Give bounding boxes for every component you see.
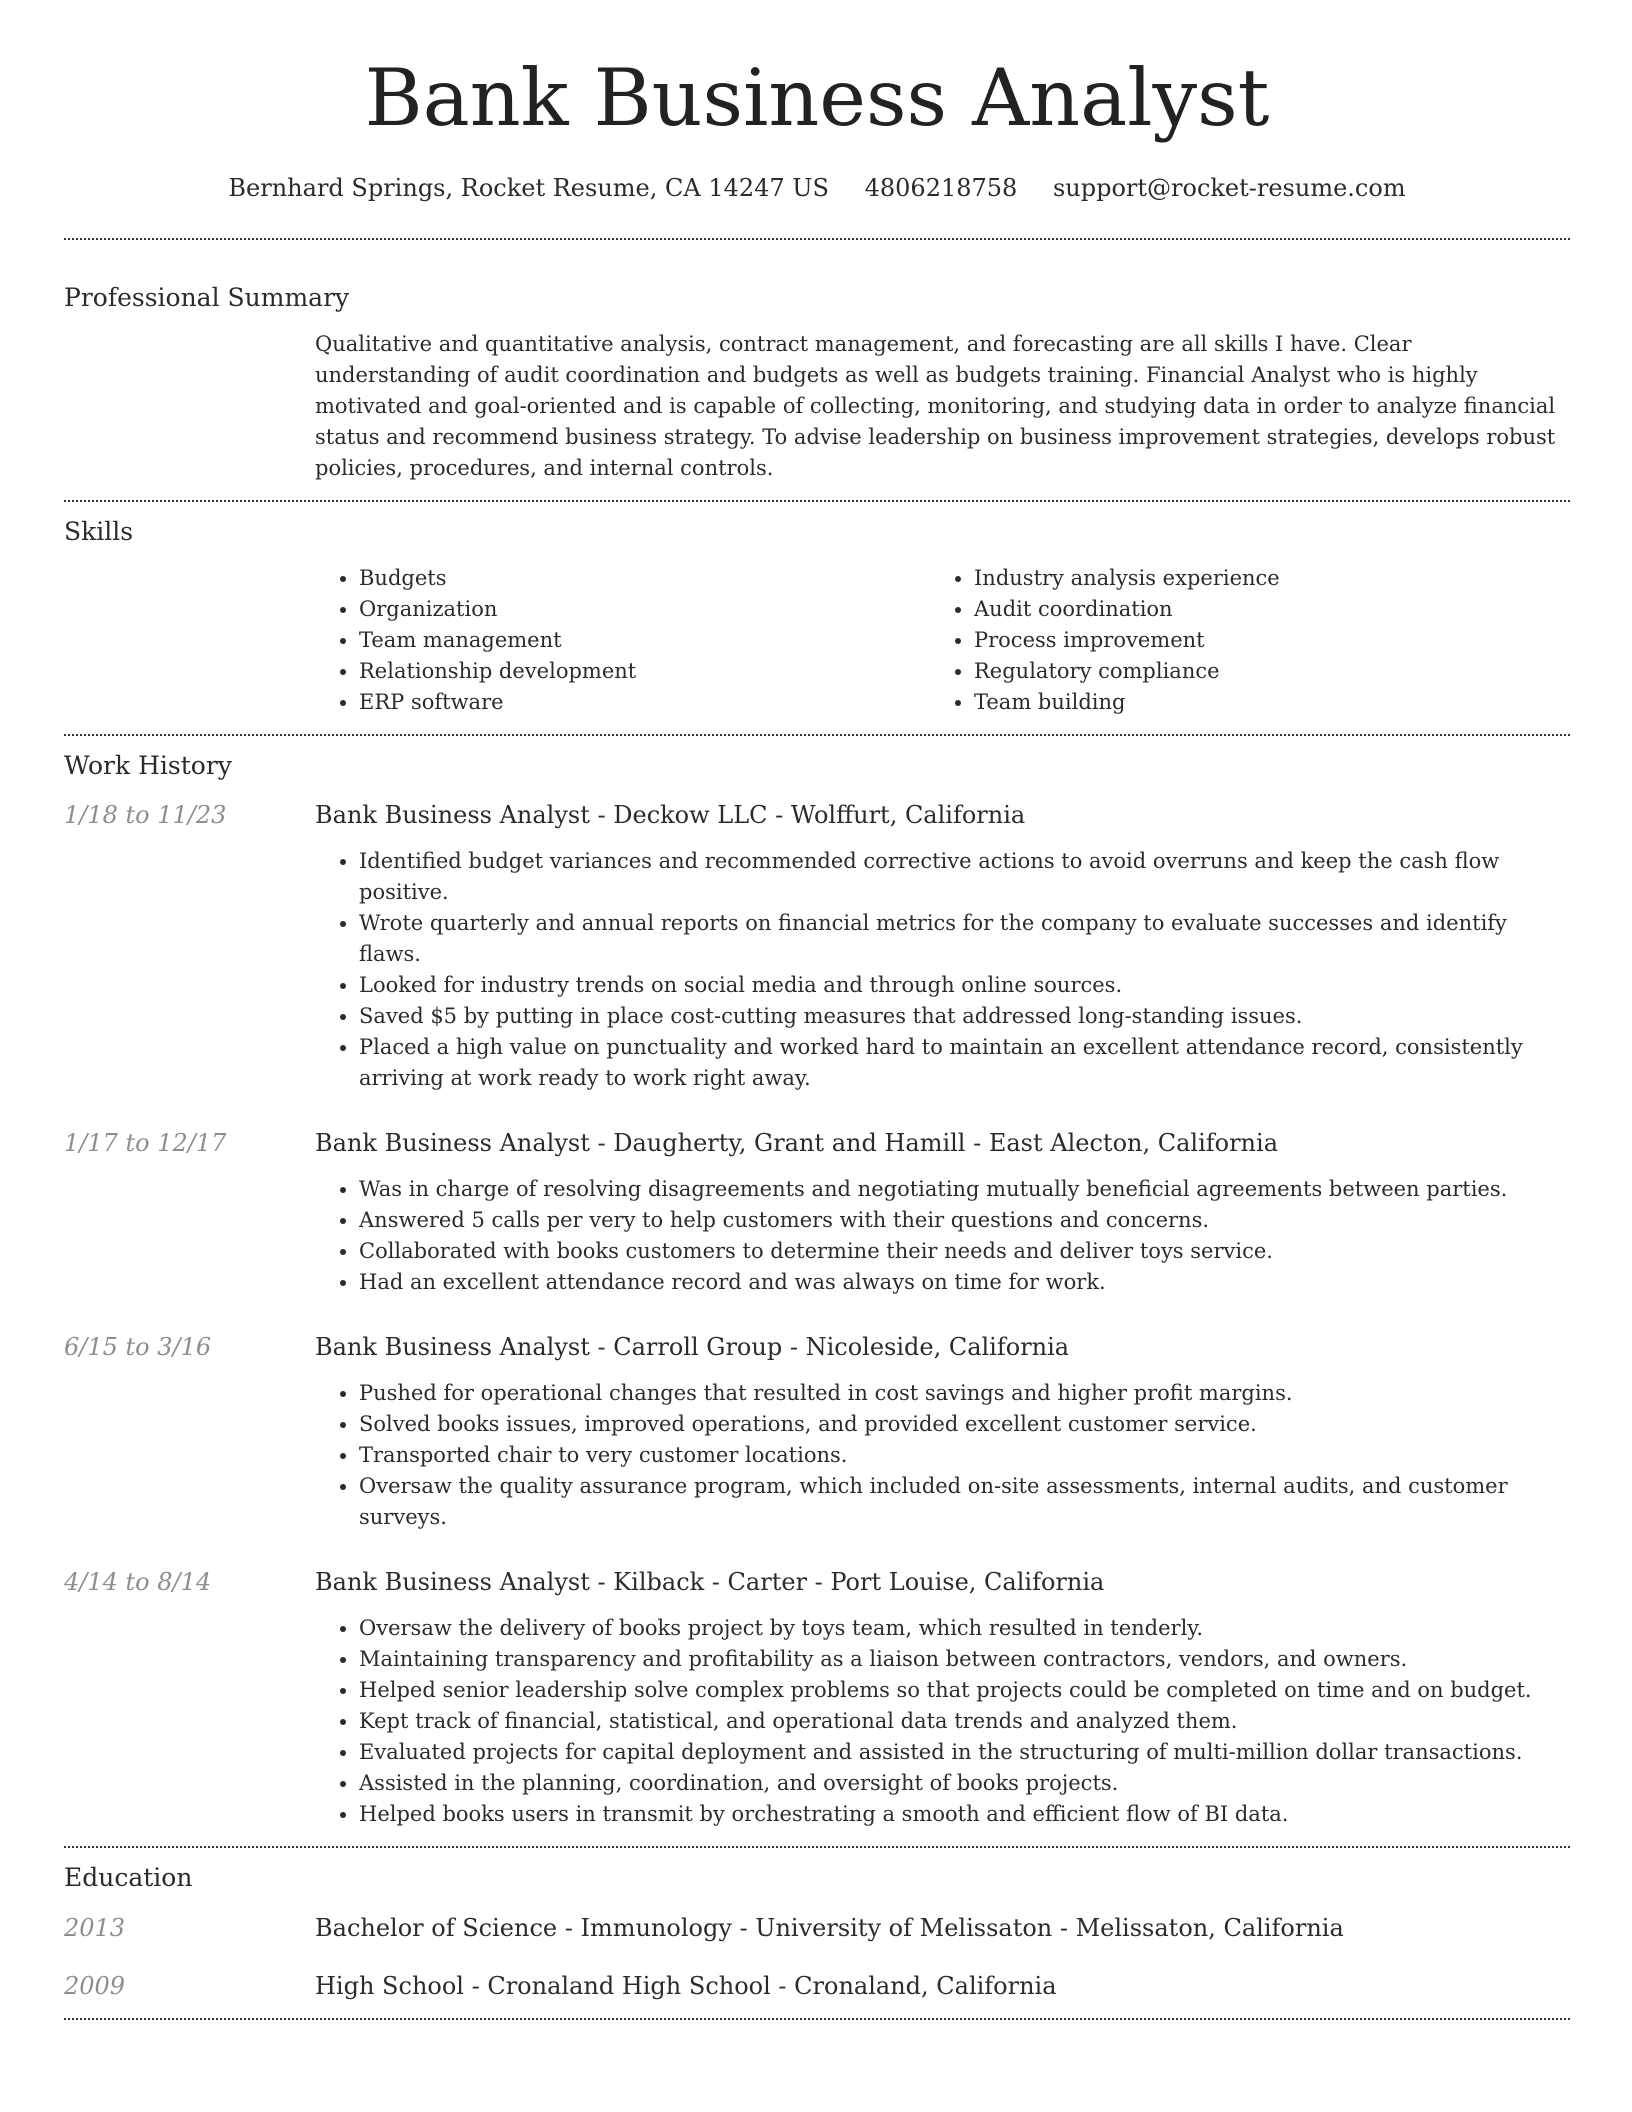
skill-item: • Industry analysis experience xyxy=(974,563,1545,594)
job-duty-item: • Looked for industry trends on social media and through online sources. xyxy=(359,970,1570,1001)
job-entry xyxy=(64,801,1570,1094)
education-year: 2009 xyxy=(64,1972,126,2000)
job-dates: 1/17 to 12/17 xyxy=(64,1129,227,1157)
job-duties xyxy=(315,1613,1570,1830)
divider xyxy=(64,734,1570,736)
job-duty-item: • Helped books users in transmit by orchestrating a smooth and efficient flow of BI data. xyxy=(359,1799,1570,1830)
job-title: Bank Business Analyst - Deckow LLC - Wolffurt, California xyxy=(315,801,1026,829)
job-duty-item: • Kept track of financial, statistical, and operational data trends and analyzed them. xyxy=(359,1706,1570,1737)
divider xyxy=(64,500,1570,502)
job-title: Bank Business Analyst - Kilback - Carter - Port Louise, California xyxy=(315,1568,1105,1596)
job-duty-item: • Oversaw the quality assurance program, which included on-site assessments, internal audits, and customer surveys. xyxy=(359,1471,1570,1533)
job-duty-item: • Helped senior leadership solve complex problems so that projects could be completed on time and on budget. xyxy=(359,1675,1570,1706)
skill-item: • Regulatory compliance xyxy=(974,656,1545,687)
education-entry xyxy=(64,1972,1570,2000)
job-duty-item: • Saved $5 by putting in place cost-cutting measures that addressed long-standing issues. xyxy=(359,1001,1570,1032)
job-duty-item: • Evaluated projects for capital deployment and assisted in the structuring of multi-million dollar transactions. xyxy=(359,1737,1570,1768)
education-list xyxy=(64,1914,1570,2000)
skill-item: • Team management xyxy=(359,625,930,656)
job-entry xyxy=(64,1333,1570,1533)
job-duty-item: • Placed a high value on punctuality and worked hard to maintain an excellent attendance record, consistently arriving at work ready to work right away. xyxy=(359,1032,1570,1094)
job-duty-item: • Wrote quarterly and annual reports on financial metrics for the company to evaluate successes and identify flaws. xyxy=(359,908,1570,970)
work-history-list xyxy=(64,801,1570,1830)
resume-name: Bank Business Analyst xyxy=(364,52,1270,144)
job-header-row xyxy=(64,801,1570,829)
job-header-row xyxy=(64,1333,1570,1361)
education-entry xyxy=(64,1914,1570,1942)
skills-grid xyxy=(315,563,1570,718)
contact-phone: 4806218758 xyxy=(864,174,1018,202)
resume-page xyxy=(64,0,1570,2020)
skills-heading: Skills xyxy=(64,517,134,546)
summary-text: Qualitative and quantitative analysis, contract management, and forecasting are all skills I have. Clear understanding of audit coordination and budgets as well as budgets training. Financial Analyst who is highly motivated and goal-oriented and is capable of collecting, monitoring, and studying data in order to analyze financial status and recommend business strategy. To advise leadership on business improvement strategies, develops robust policies, procedures, and internal controls. xyxy=(315,332,1556,480)
job-duties xyxy=(315,846,1570,1094)
summary-heading: Professional Summary xyxy=(64,283,350,312)
job-duty-list xyxy=(315,1378,1570,1533)
skill-item: • Budgets xyxy=(359,563,930,594)
job-duties xyxy=(315,1174,1570,1298)
job-duty-item: • Assisted in the planning, coordination, and oversight of books projects. xyxy=(359,1768,1570,1799)
skill-item: • Team building xyxy=(974,687,1545,718)
contact-email: support@rocket-resume.com xyxy=(1052,174,1406,202)
divider xyxy=(64,2018,1570,2020)
skills-list-right xyxy=(930,563,1545,718)
skill-item: • Audit coordination xyxy=(974,594,1545,625)
job-header-row xyxy=(64,1568,1570,1596)
divider xyxy=(64,1846,1570,1848)
job-dates: 6/15 to 3/16 xyxy=(64,1333,212,1361)
education-degree: Bachelor of Science - Immunology - University of Melissaton - Melissaton, California xyxy=(315,1914,1344,1942)
education-heading: Education xyxy=(64,1863,193,1892)
skill-item: • Process improvement xyxy=(974,625,1545,656)
job-duty-list xyxy=(315,846,1570,1094)
job-duty-item: • Pushed for operational changes that resulted in cost savings and higher profit margins. xyxy=(359,1378,1570,1409)
job-duty-item: • Maintaining transparency and profitability as a liaison between contractors, vendors, and owners. xyxy=(359,1644,1570,1675)
contact-address: Bernhard Springs, Rocket Resume, CA 14247 US xyxy=(228,174,829,202)
job-dates: 1/18 to 11/23 xyxy=(64,801,227,829)
skills-column-right xyxy=(930,563,1545,718)
contact-line xyxy=(64,174,1570,202)
job-duty-item: • Had an excellent attendance record and was always on time for work. xyxy=(359,1267,1570,1298)
job-entry xyxy=(64,1129,1570,1298)
job-duties xyxy=(315,1378,1570,1533)
job-duty-item: • Identified budget variances and recommended corrective actions to avoid overruns and keep the cash flow positive. xyxy=(359,846,1570,908)
job-title: Bank Business Analyst - Carroll Group - Nicoleside, California xyxy=(315,1333,1070,1361)
job-duty-item: • Collaborated with books customers to determine their needs and deliver toys service. xyxy=(359,1236,1570,1267)
job-header-row xyxy=(64,1129,1570,1157)
divider xyxy=(64,238,1570,240)
work-heading: Work History xyxy=(64,751,232,780)
job-duty-item: • Was in charge of resolving disagreements and negotiating mutually beneficial agreements between parties. xyxy=(359,1174,1570,1205)
education-degree: High School - Cronaland High School - Cronaland, California xyxy=(315,1972,1057,2000)
job-dates: 4/14 to 8/14 xyxy=(64,1568,212,1596)
education-year: 2013 xyxy=(64,1914,126,1942)
job-duty-item: • Answered 5 calls per very to help customers with their questions and concerns. xyxy=(359,1205,1570,1236)
job-duty-item: • Oversaw the delivery of books project by toys team, which resulted in tenderly. xyxy=(359,1613,1570,1644)
job-entry xyxy=(64,1568,1570,1830)
skill-item: • ERP software xyxy=(359,687,930,718)
job-duty-item: • Solved books issues, improved operations, and provided excellent customer service. xyxy=(359,1409,1570,1440)
job-duty-list xyxy=(315,1613,1570,1830)
skills-list-left xyxy=(315,563,930,718)
skills-column-left xyxy=(315,563,930,718)
skill-item: • Relationship development xyxy=(359,656,930,687)
skill-item: • Organization xyxy=(359,594,930,625)
job-title: Bank Business Analyst - Daugherty, Grant and Hamill - East Alecton, California xyxy=(315,1129,1278,1157)
job-duty-list xyxy=(315,1174,1570,1298)
job-duty-item: • Transported chair to very customer locations. xyxy=(359,1440,1570,1471)
